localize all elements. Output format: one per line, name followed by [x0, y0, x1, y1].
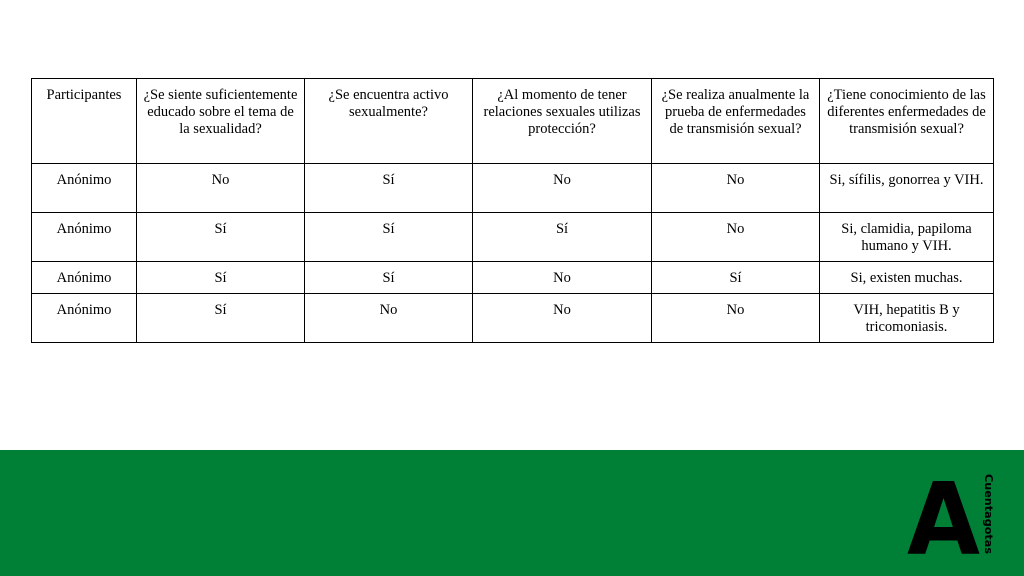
footer-band: [0, 450, 1024, 576]
table-cell: Si, sífilis, gonorrea y VIH.: [820, 164, 994, 213]
table-cell: Si, existen muchas.: [820, 262, 994, 294]
table-cell: Sí: [137, 262, 305, 294]
table-cell: No: [652, 164, 820, 213]
table-cell: No: [305, 294, 473, 343]
table-body: [32, 164, 994, 343]
table-cell: Sí: [137, 294, 305, 343]
table-cell: Sí: [305, 164, 473, 213]
table-row: [32, 294, 994, 343]
table-cell: No: [652, 213, 820, 262]
table-cell: No: [652, 294, 820, 343]
table-cell: Sí: [137, 213, 305, 262]
table-cell: Sí: [473, 213, 652, 262]
header-activo: ¿Se encuentra activo sexualmente?: [305, 79, 473, 164]
table-cell: No: [473, 262, 652, 294]
table-cell: No: [137, 164, 305, 213]
table-row: [32, 164, 994, 213]
table-cell: Anónimo: [32, 262, 137, 294]
brand-name: Cuentagotas: [982, 474, 995, 553]
table-row: [32, 262, 994, 294]
header-proteccion: ¿Al momento de tener relaciones sexuales utilizas protección?: [473, 79, 652, 164]
brand-mark: A: [907, 472, 980, 556]
table-cell: Anónimo: [32, 164, 137, 213]
table-cell: No: [473, 294, 652, 343]
table-row: [32, 213, 994, 262]
header-row: [32, 79, 994, 164]
header-conocimiento: ¿Tiene conocimiento de las diferentes enfermedades de transmisión sexual?: [820, 79, 994, 164]
table-cell: VIH, hepatitis B y tricomoniasis.: [820, 294, 994, 343]
table-cell: Sí: [305, 262, 473, 294]
table-cell: Si, clamidia, papiloma humano y VIH.: [820, 213, 994, 262]
table-cell: Sí: [305, 213, 473, 262]
table-cell: Sí: [652, 262, 820, 294]
header-educado: ¿Se siente suficientemente educado sobre el tema de la sexualidad?: [137, 79, 305, 164]
table-cell: Anónimo: [32, 294, 137, 343]
header-participantes: Participantes: [32, 79, 137, 164]
header-prueba-anual: ¿Se realiza anualmente la prueba de enfermedades de transmisión sexual?: [652, 79, 820, 164]
cuentagotas-logo: [905, 472, 997, 556]
table-cell: Anónimo: [32, 213, 137, 262]
survey-results-table: [31, 78, 994, 343]
table-cell: No: [473, 164, 652, 213]
table-header: [32, 79, 994, 164]
